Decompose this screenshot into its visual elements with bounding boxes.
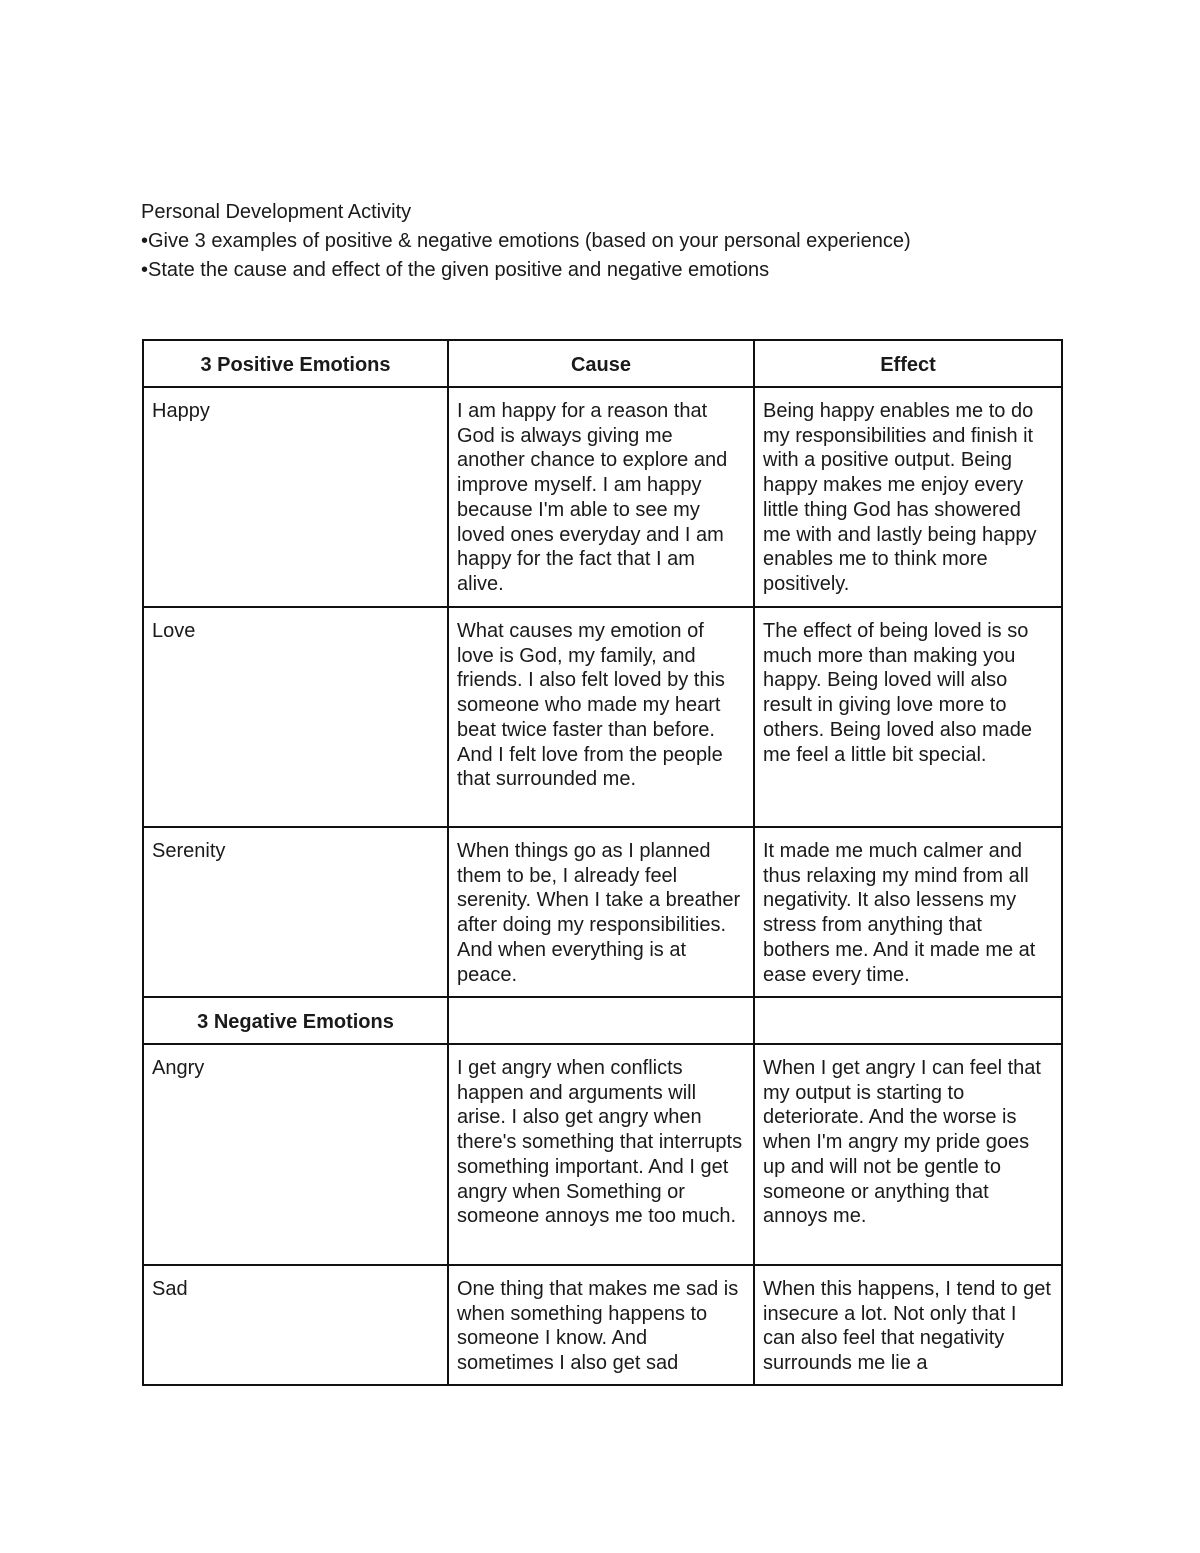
negative-header-row	[143, 997, 1062, 1044]
empty-cell	[754, 997, 1062, 1044]
effect-cell: Being happy enables me to do my responsibilities and finish it with a positive output. Being happy makes me enjoy every little thing God has showered me with and lastly being happy enables me to think more positively.	[754, 387, 1062, 607]
cause-cell: When things go as I planned them to be, I already feel serenity. When I take a breather after doing my responsibilities. And when everything is at peace.	[448, 827, 754, 997]
cause-cell: What causes my emotion of love is God, my family, and friends. I also felt loved by this someone who made my heart beat twice faster than before. And I felt love from the people that surrounded me.	[448, 607, 754, 827]
empty-cell	[448, 997, 754, 1044]
activity-intro	[141, 198, 911, 285]
table-row	[143, 387, 1062, 607]
table-row	[143, 607, 1062, 827]
emotion-cell: Angry	[143, 1044, 448, 1265]
header-effect: Effect	[754, 340, 1062, 387]
emotions-table	[142, 339, 1063, 1386]
instruction-line: •Give 3 examples of positive & negative emotions (based on your personal experience)	[141, 230, 911, 252]
effect-cell: When this happens, I tend to get insecure a lot. Not only that I can also feel that negativity surrounds me lie a	[754, 1265, 1062, 1385]
cause-cell: One thing that makes me sad is when something happens to someone I know. And sometimes I also get sad	[448, 1265, 754, 1385]
effect-cell: The effect of being loved is so much more than making you happy. Being loved will also result in giving love more to others. Being loved also made me feel a little bit special.	[754, 607, 1062, 827]
table-row	[143, 827, 1062, 997]
table-row	[143, 1265, 1062, 1385]
emotion-cell: Love	[143, 607, 448, 827]
instruction-line: •State the cause and effect of the given positive and negative emotions	[141, 259, 770, 281]
effect-cell: It made me much calmer and thus relaxing my mind from all negativity. It also lessens my stress from anything that bothers me. And it made me at ease every time.	[754, 827, 1062, 997]
emotion-cell: Serenity	[143, 827, 448, 997]
table-row	[143, 1044, 1062, 1265]
header-positive-emotions: 3 Positive Emotions	[143, 340, 448, 387]
header-cause: Cause	[448, 340, 754, 387]
cause-cell: I am happy for a reason that God is always giving me another chance to explore and improve myself. I am happy because I'm able to see my loved ones everyday and I am happy for the fact that I am alive.	[448, 387, 754, 607]
document-title: Personal Development Activity	[141, 201, 412, 223]
table-header-row	[143, 340, 1062, 387]
emotion-cell: Happy	[143, 387, 448, 607]
effect-cell: When I get angry I can feel that my output is starting to deteriorate. And the worse is when I'm angry my pride goes up and will not be gentle to someone or anything that annoys me.	[754, 1044, 1062, 1265]
emotion-cell: Sad	[143, 1265, 448, 1385]
cause-cell: I get angry when conflicts happen and arguments will arise. I also get angry when there's something that interrupts something important. And I get angry when Something or someone annoys me too much.	[448, 1044, 754, 1265]
header-negative-emotions: 3 Negative Emotions	[143, 997, 448, 1044]
